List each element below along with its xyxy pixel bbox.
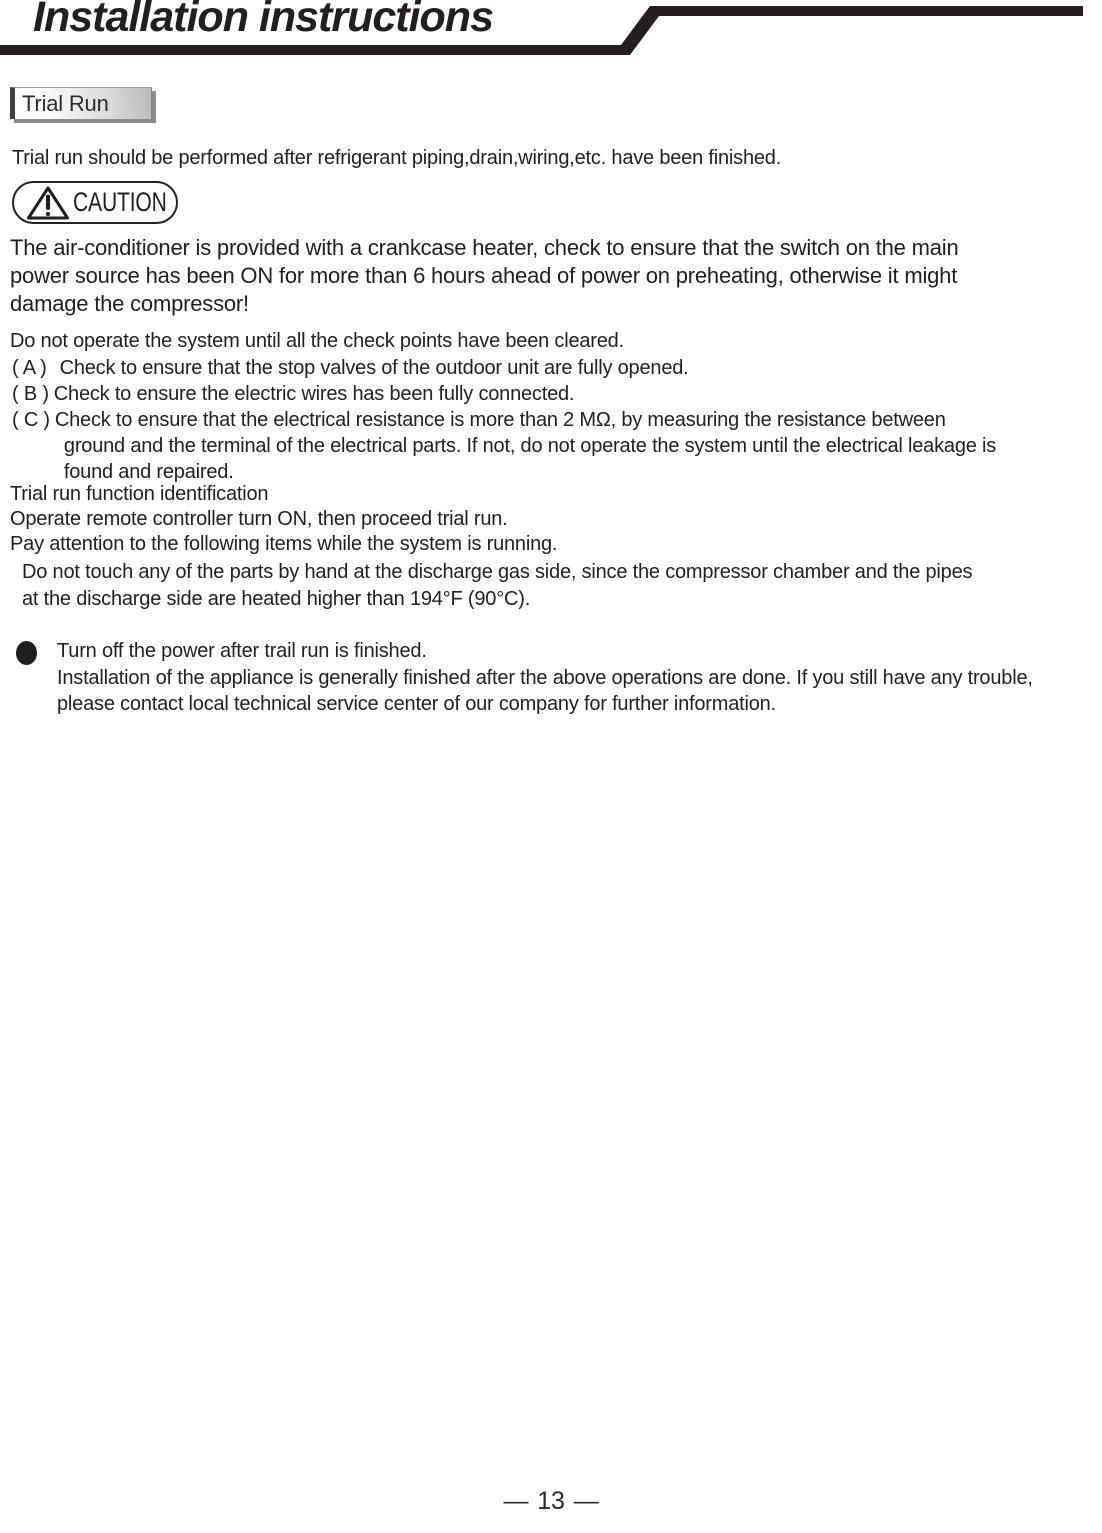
check-item-text: Check to ensure that the stop valves of the outdoor unit are fully opened. — [59, 357, 689, 379]
check-item-b — [12, 381, 1102, 407]
page-footer — [0, 1487, 1102, 1516]
check-item-label: ( A ) — [12, 357, 47, 379]
note-line: Do not touch any of the parts by hand at the discharge gas side, since the compressor chamber and the pipes — [22, 561, 973, 583]
caution-line: damage the compressor! — [10, 291, 249, 316]
trial-attention-text: Pay attention to the following items while the system is running. — [10, 533, 558, 555]
section-header-trial-run — [10, 87, 152, 119]
section-title: Trial Run — [22, 90, 109, 116]
check-item-line: Check to ensure that the electrical resistance is more than 2 MΩ, by measuring the resistance between — [54, 409, 946, 431]
checklist-intro: Do not operate the system until all the check points have been cleared. — [10, 330, 624, 352]
page-number: 13 — [537, 1487, 565, 1515]
footer-dash-left: — — [503, 1487, 529, 1515]
final-note-line: please contact local technical service center of our company for further information. — [57, 693, 776, 715]
check-item-a — [12, 355, 1102, 381]
intro-text: Trial run should be performed after refrigerant piping,drain,wiring,etc. have been finished. — [12, 147, 782, 169]
check-item-label: ( C ) — [12, 409, 50, 431]
caution-line: The air-conditioner is provided with a crankcase heater, check to ensure that the switch on the main — [10, 235, 959, 260]
check-item-label: ( B ) — [12, 383, 49, 405]
bullet-icon — [16, 641, 37, 665]
document-header — [0, 0, 1102, 58]
discharge-warning-note — [22, 559, 1102, 613]
checklist — [12, 355, 1102, 485]
final-note — [16, 638, 1102, 718]
caution-label: CAUTION — [73, 187, 167, 217]
caution-badge — [12, 181, 178, 224]
check-item-c — [12, 407, 1102, 485]
caution-paragraph — [10, 234, 1102, 318]
check-item-line: found and repaired. — [63, 461, 234, 483]
check-item-text — [55, 407, 996, 485]
final-note-text — [57, 638, 1033, 718]
trial-step-text: Operate remote controller turn ON, then proceed trial run. — [10, 508, 508, 530]
trial-function-heading: Trial run function identification — [10, 483, 269, 505]
page-title: Installation instructions — [33, 0, 493, 41]
warning-triangle-icon — [25, 185, 71, 221]
check-item-line: ground and the terminal of the electrical parts. If not, do not operate the system until the electrical leakage is — [63, 435, 997, 457]
note-line: at the discharge side are heated higher than 194°F (90°C). — [22, 588, 531, 610]
check-item-text: Check to ensure the electric wires has been fully connected. — [53, 383, 575, 405]
footer-dash-right: — — [573, 1487, 599, 1515]
final-note-line: Turn off the power after trail run is finished. — [57, 640, 427, 662]
caution-line: power source has been ON for more than 6 hours ahead of power on preheating, otherwise it might — [10, 263, 958, 288]
final-note-line: Installation of the appliance is generally finished after the above operations are done. If you still have any trouble, — [57, 666, 1033, 689]
